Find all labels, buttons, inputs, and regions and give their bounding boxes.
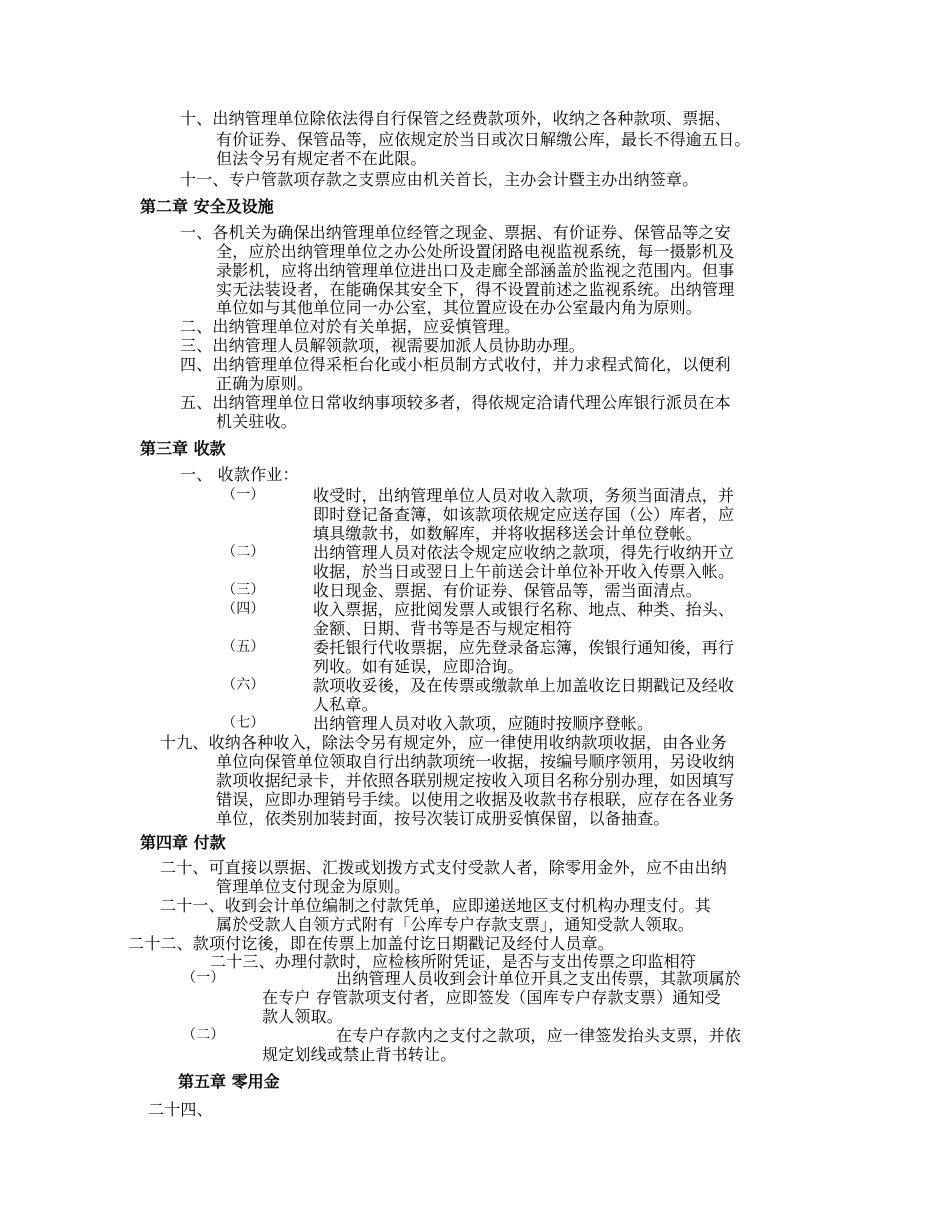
chapter-heading: 第三章 收款 xyxy=(140,439,226,458)
text-line: （四） xyxy=(222,601,265,617)
text-line: 管理单位支付现金为原则。 xyxy=(216,877,411,896)
text-line: 全，应於出纳管理单位之办公处所设置闭路电视监视系统，每一摄影机及 xyxy=(216,242,735,261)
text-line: 单位向保管单位领取自行出纳款项统一收据，按编号顺序领用，另设收纳 xyxy=(216,752,735,771)
text-line: 实无法装设者，在能确保其安全下，得不设置前述之监视系统。出纳管理 xyxy=(216,280,735,299)
text-line: 收受时，出纳管理单位人员对收入款项，务须当面清点，并 xyxy=(313,486,735,505)
text-line: 十、出纳管理单位除依法得自行保管之经费款项外，收纳之各种款项、票据、 xyxy=(180,109,731,128)
text-line: 在专户 存管款项支付者，应即签发（国库专户存款支票）通知受 xyxy=(262,988,721,1007)
text-line: （二） xyxy=(222,544,265,560)
text-line: 二十三、办理付款时，应检核所附凭证，是否与支出传票之印监相符 xyxy=(210,952,697,971)
text-line: （一） xyxy=(222,487,265,503)
text-line: 错误，应即办理销号手续。以使用之收据及收款书存根联，应存在各业务 xyxy=(216,790,735,809)
text-line: 出纳管理人员对收入款项，应随时按顺序登帐。 xyxy=(313,714,654,733)
text-line: 一、各机关为确保出纳管理单位经管之现金、票据、有价证券、保管品等之安 xyxy=(180,223,731,242)
text-line: 十一、专户管款项存款之支票应由机关首长，主办会计暨主办出纳签章。 xyxy=(180,170,699,189)
text-line: 即时登记备查簿，如该款项依规定应送存国（公）库者，应 xyxy=(313,505,735,524)
chapter-heading: 第四章 付款 xyxy=(140,833,226,852)
text-line: 十九、收纳各种收入，除法令另有规定外，应一律使用收纳款项收据，由各业务 xyxy=(160,733,728,752)
text-line: 收入票据，应批阅发票人或银行名称、地点、种类、抬头、 xyxy=(313,600,735,619)
text-line: 录影机，应将出纳管理单位进出口及走廊全部涵盖於监视之范围内。但事 xyxy=(216,261,735,280)
text-line: 二十、可直接以票据、汇拨或划拨方式支付受款人者，除零用金外，应不由出纳 xyxy=(160,858,728,877)
text-line: 填具缴款书，如数解库，并将收据移送会计单位登帐。 xyxy=(313,524,702,543)
text-line: 委托银行代收票据，应先登录备忘簿，俟银行通知後，再行 xyxy=(313,638,735,657)
text-line: 金额、日期、背书等是否与规定相符 xyxy=(313,619,573,638)
text-line: （三） xyxy=(222,582,265,598)
text-line: （七） xyxy=(222,715,265,731)
text-line: 单位如与其他单位同一办公室，其位置应设在办公室最内角为原则。 xyxy=(216,298,703,317)
text-line: （五） xyxy=(222,639,265,655)
text-line: （一） xyxy=(182,970,225,986)
text-line: 属於受款人自领方式附有「公库专户存款支票」，通知受款人领取。 xyxy=(216,915,695,934)
text-line: 列收。如有延误，应即洽询。 xyxy=(313,657,524,676)
text-line: 出纳管理人员对依法令规定应收纳之款项，得先行收纳开立 xyxy=(313,543,735,562)
text-line: 三、出纳管理人员解领款项，视需要加派人员协助办理。 xyxy=(180,336,586,355)
text-line: 一、 收款作业： xyxy=(180,465,299,484)
text-line: 收日现金、票据、有价证券、保管品等，需当面清点。 xyxy=(313,581,702,600)
text-line: 四、出纳管理单位得采柜台化或小柜员制方式收付，并力求程式简化，以便利 xyxy=(180,355,731,374)
text-line: 规定划线或禁止背书转让。 xyxy=(262,1045,457,1064)
text-line: 正确为原则。 xyxy=(216,374,314,393)
text-line: 单位，依类别加装封面，按号次装订成册妥慎保留，以备抽查。 xyxy=(216,809,670,828)
chapter-heading: 第二章 安全及设施 xyxy=(140,197,274,216)
text-line: 但法令另有规定者不在此限。 xyxy=(216,149,427,168)
text-line: 出纳管理人员收到会计单位开具之支出传票，其款项属於 xyxy=(336,969,742,988)
chapter-heading: 第五章 零用金 xyxy=(178,1072,280,1091)
text-line: （二） xyxy=(182,1027,225,1043)
text-line: 二十一、收到会计单位编制之付款凭单，应即递送地区支付机构办理支付。其 xyxy=(160,896,711,915)
text-line: 机关驻收。 xyxy=(216,412,298,431)
text-line: 有价证券、保管品等，应依规定於当日或次日解缴公库，最长不得逾五日。 xyxy=(216,130,751,149)
text-line: 款项收妥後，及在传票或缴款单上加盖收讫日期戳记及经收 xyxy=(313,676,735,695)
text-line: 款项收据纪录卡，并依照各联别规定按收入项目名称分别办理，如因填写 xyxy=(216,771,735,790)
text-line: 二十四、 xyxy=(148,1100,213,1119)
text-line: 人私章。 xyxy=(313,695,378,714)
text-line: （六） xyxy=(222,677,265,693)
text-line: 二十二、款项付讫後，即在传票上加盖付讫日期戳记及经付人员章。 xyxy=(128,934,615,953)
text-line: 收据，於当日或翌日上午前送会计单位补开收入传票入帐。 xyxy=(313,562,735,581)
text-line: 二、出纳管理单位对於有关单据，应妥慎管理。 xyxy=(180,317,521,336)
text-line: 在专户存款内之支付之款项，应一律签发抬头支票，并依 xyxy=(336,1026,742,1045)
text-line: 五、出纳管理单位日常收纳事项较多者，得依规定洽请代理公库银行派员在本 xyxy=(180,393,731,412)
text-line: 款人领取。 xyxy=(262,1007,344,1026)
